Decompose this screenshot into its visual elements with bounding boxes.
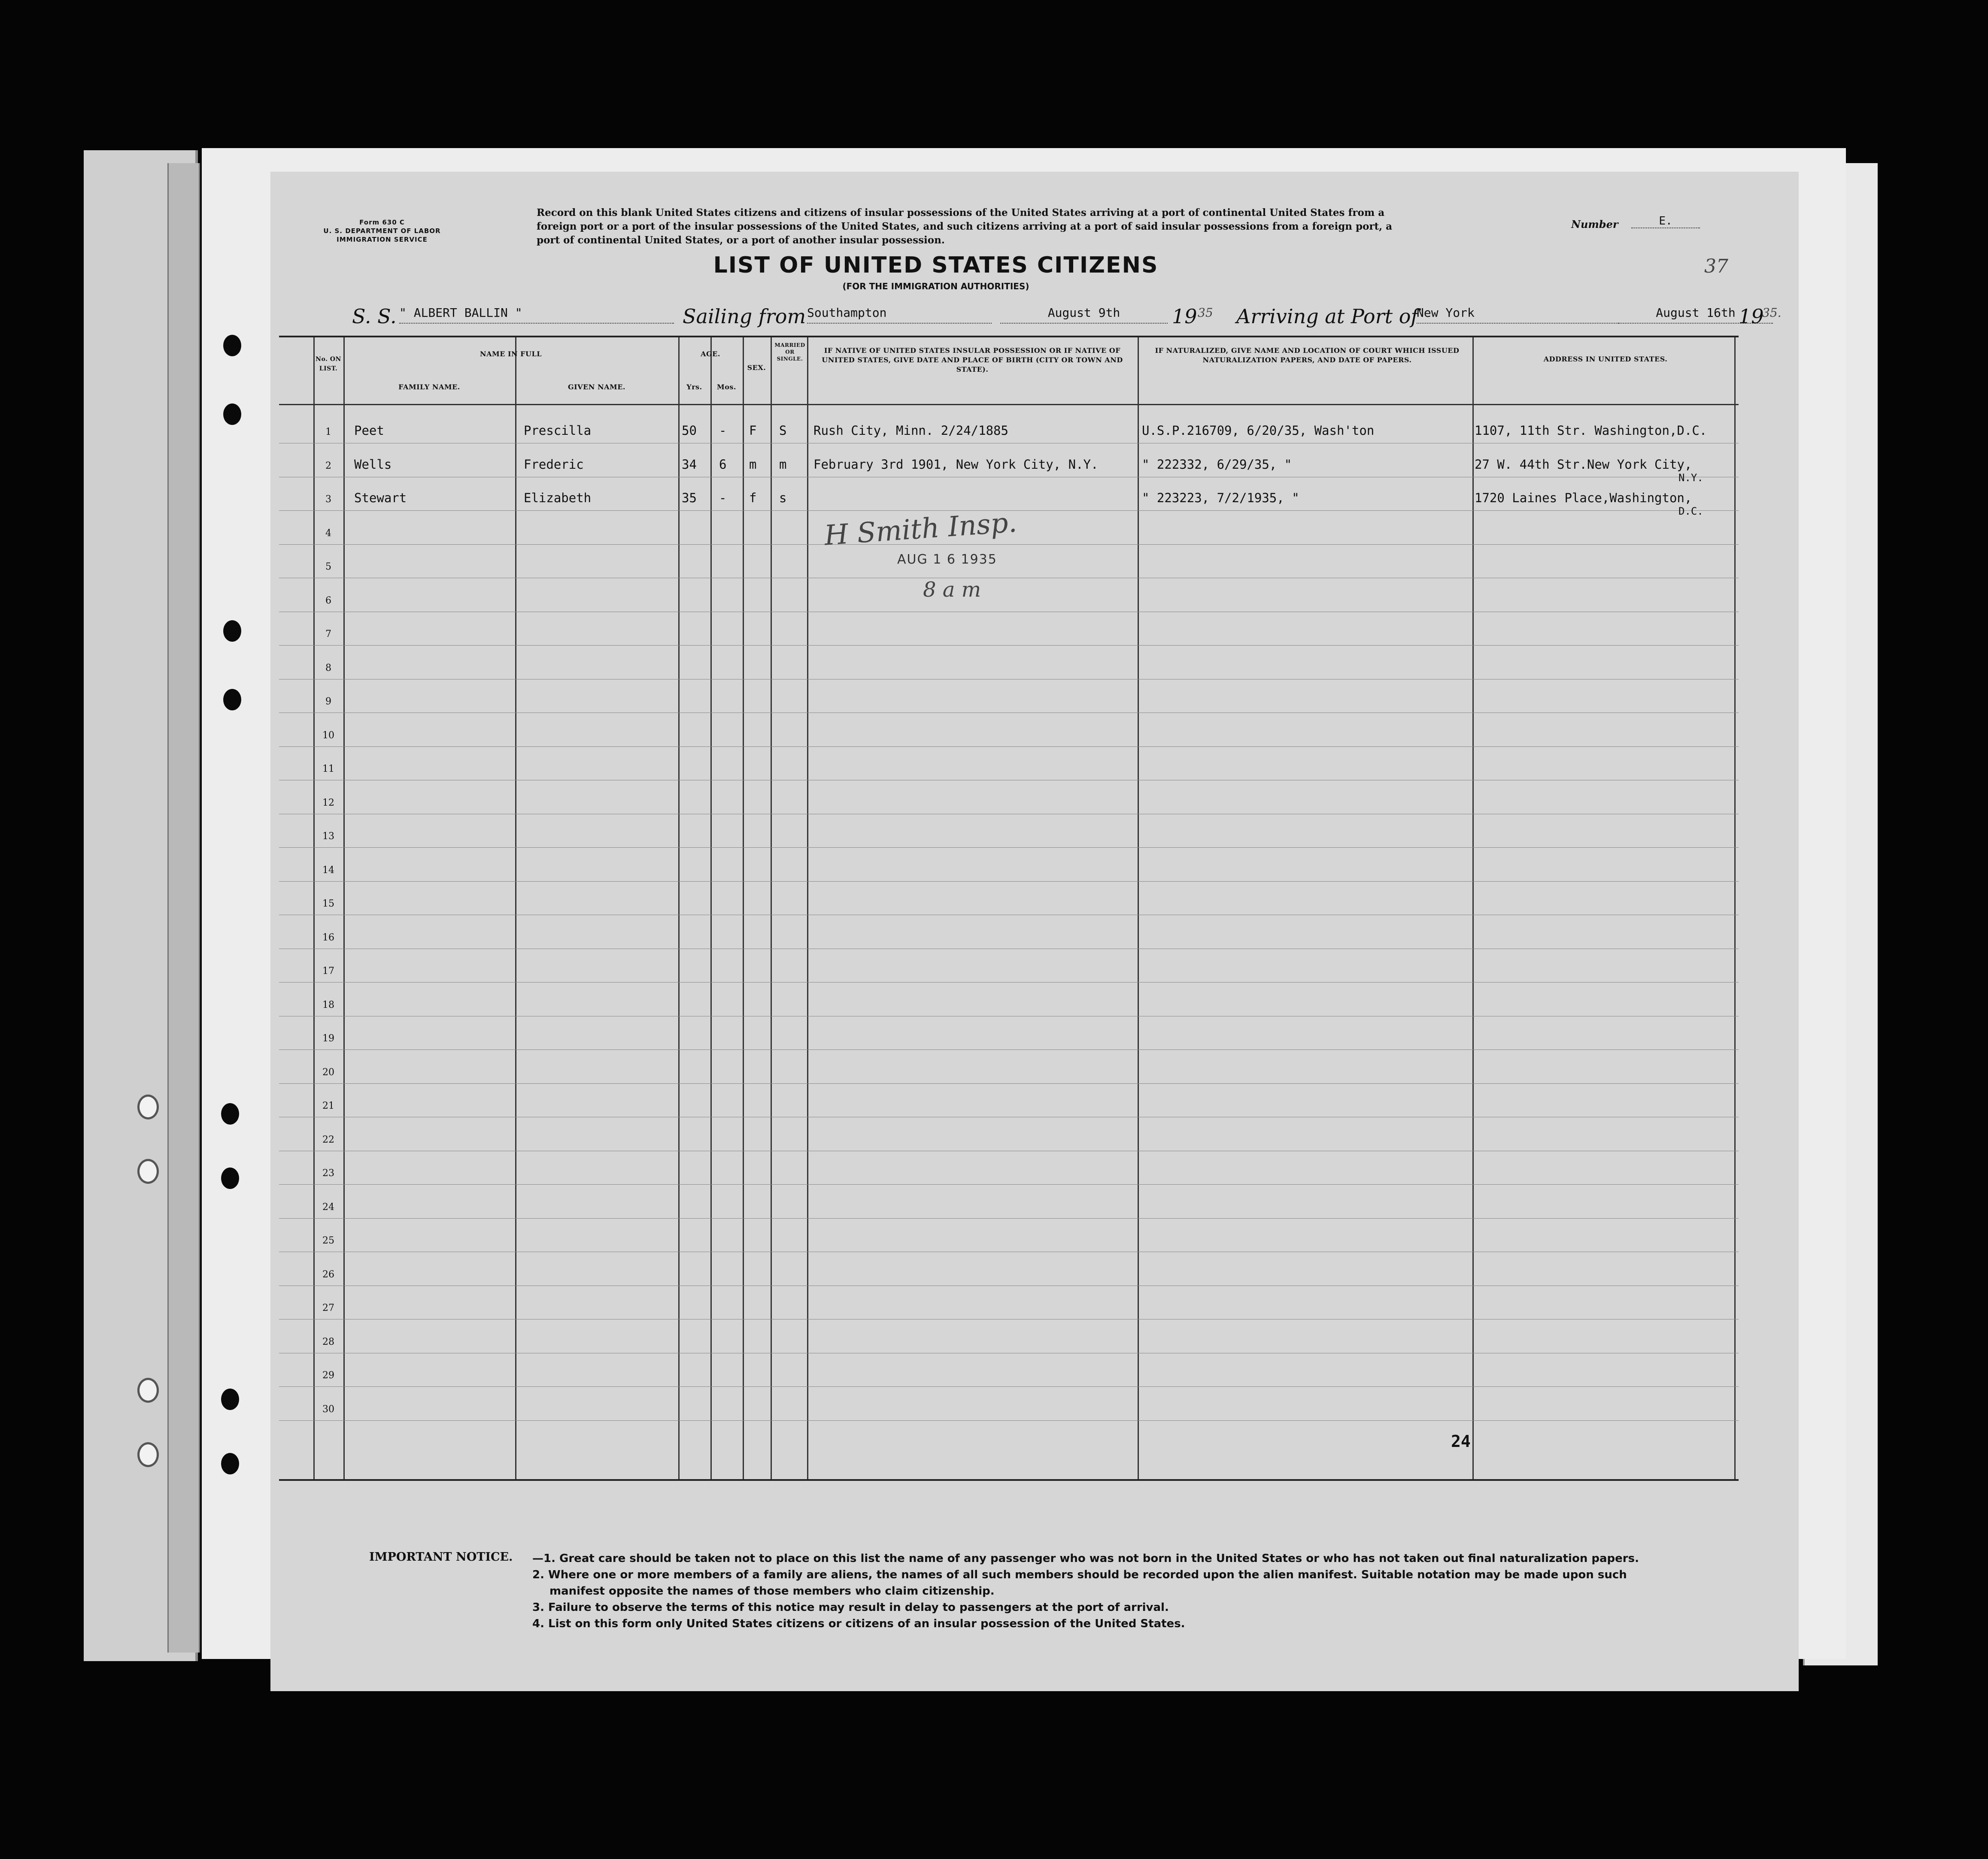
marital-status-cell: m — [779, 457, 787, 472]
header-no-on-list: No. ON LIST. — [316, 356, 341, 372]
row-number: 1 — [325, 427, 331, 437]
notice-item: 4. List on this form only United States citizens or citizens of an insular possession of the United States. — [532, 1617, 1185, 1630]
row-rule — [279, 1386, 1739, 1387]
marital-status-cell: s — [779, 491, 787, 505]
column-divider — [515, 337, 516, 1479]
marital-status-cell: S — [779, 423, 787, 438]
punch-hole — [221, 1453, 239, 1474]
header-age: AGE. — [701, 350, 720, 358]
row-number: 3 — [325, 494, 331, 505]
time-note: 8 a m — [923, 578, 981, 602]
sailing-year-suffix: 35 — [1198, 306, 1213, 320]
row-rule — [279, 1083, 1739, 1084]
age-years-cell: 35 — [682, 491, 697, 505]
address-cell-continued: D.C. — [1678, 505, 1703, 517]
header-address: ADDRESS IN UNITED STATES. — [1543, 355, 1668, 363]
column-divider — [710, 337, 712, 1479]
row-number: 12 — [322, 797, 334, 808]
row-number: 6 — [325, 595, 331, 606]
family-name-cell: Wells — [354, 457, 392, 472]
binder-ring — [137, 1442, 159, 1467]
header-married-single: MARRIED OR SINGLE. — [774, 342, 805, 362]
binder-ring — [137, 1378, 159, 1403]
instruction-line: Record on this blank United States citizens and citizens of insular possessions of the United States arriving at a port of continental United States from a — [537, 207, 1385, 218]
binder-ring — [137, 1095, 159, 1119]
row-number: 15 — [322, 898, 334, 909]
arriving-port: New York — [1417, 306, 1618, 324]
column-divider — [743, 337, 744, 1479]
row-rule — [279, 1420, 1739, 1421]
notice-heading: IMPORTANT NOTICE. — [369, 1550, 513, 1564]
punch-hole — [221, 1389, 239, 1410]
row-number: 29 — [322, 1370, 334, 1381]
header-sex: SEX. — [747, 364, 766, 372]
address-cell: 1720 Laines Place,Washington, — [1475, 491, 1692, 505]
row-number: 21 — [322, 1101, 334, 1111]
notice-item: manifest opposite the names of those members who claim citizenship. — [549, 1585, 995, 1598]
row-number: 19 — [322, 1033, 334, 1044]
row-number: 2 — [325, 460, 331, 471]
row-number: 26 — [322, 1269, 334, 1280]
address-cell: 27 W. 44th Str.New York City, — [1475, 457, 1692, 472]
instruction-line: port of continental United States, or a port of another insular possession. — [537, 234, 945, 246]
given-name-cell: Frederic — [524, 457, 584, 472]
age-months-cell: - — [719, 491, 727, 505]
row-rule — [279, 881, 1739, 882]
given-name-cell: Prescilla — [524, 423, 592, 438]
punch-hole — [221, 1168, 239, 1189]
row-number: 22 — [322, 1134, 334, 1145]
birth-place-cell: Rush City, Minn. 2/24/1885 — [813, 423, 1008, 438]
address-cell-continued: N.Y. — [1678, 471, 1703, 484]
age-months-cell: - — [719, 423, 727, 438]
age-months-cell: 6 — [719, 457, 727, 472]
age-years-cell: 34 — [682, 457, 697, 472]
sex-cell: f — [749, 491, 757, 505]
column-divider — [1472, 337, 1474, 1479]
row-rule — [279, 982, 1739, 983]
column-divider — [1138, 337, 1139, 1479]
row-rule — [279, 1184, 1739, 1185]
arrival-stamp: AUG 1 6 1935 — [897, 552, 997, 567]
header-yrs: Yrs. — [686, 383, 702, 391]
service-name: IMMIGRATION SERVICE — [337, 236, 428, 243]
notice-item: —1. Great care should be taken not to place on this list the name of any passenger who was not born in the United States or who has not taken out final naturalization papers. — [532, 1552, 1639, 1565]
birth-place-cell: February 3rd 1901, New York City, N.Y. — [813, 457, 1099, 472]
punch-hole — [223, 403, 241, 425]
header-family-name: FAMILY NAME. — [398, 383, 460, 391]
binder-strip — [167, 163, 200, 1653]
row-number: 23 — [322, 1168, 334, 1179]
column-divider — [771, 337, 772, 1479]
header-mos: Mos. — [717, 383, 736, 391]
sailing-port: Southampton — [807, 306, 992, 324]
sailing-label: Sailing from — [683, 305, 806, 328]
row-number: 13 — [322, 831, 334, 842]
arriving-year: 19 — [1739, 305, 1764, 328]
row-number: 30 — [322, 1404, 334, 1415]
sailing-year: 19 — [1172, 305, 1197, 328]
row-number: 17 — [322, 966, 334, 977]
address-cell: 1107, 11th Str. Washington,D.C. — [1475, 423, 1707, 438]
column-divider — [343, 337, 345, 1479]
arriving-label: Arriving at Port of — [1236, 305, 1418, 328]
citizens-list-form — [270, 172, 1799, 1691]
notice-item: 3. Failure to observe the terms of this notice may result in delay to passengers at the port of arrival. — [532, 1601, 1169, 1614]
row-number: 24 — [322, 1201, 334, 1213]
row-number: 7 — [325, 629, 331, 640]
punch-hole — [223, 689, 241, 710]
row-number: 18 — [322, 999, 334, 1010]
binder-ring — [137, 1159, 159, 1184]
column-divider — [1734, 337, 1736, 1479]
row-number: 8 — [325, 662, 331, 673]
number-value: E. — [1631, 215, 1700, 228]
form-number: Form 630 C — [359, 218, 405, 226]
important-notice — [369, 1550, 1743, 1632]
punch-hole — [221, 1103, 239, 1125]
number-label: Number — [1571, 218, 1618, 230]
arriving-year-suffix: 35. — [1762, 306, 1782, 320]
row-rule — [279, 645, 1739, 646]
form-instructions — [537, 206, 1541, 247]
row-number: 27 — [322, 1303, 334, 1313]
page-number: 37 — [1704, 255, 1728, 277]
sailing-date: August 9th — [1000, 306, 1168, 324]
family-name-cell: Peet — [354, 423, 384, 438]
row-number: 20 — [322, 1067, 334, 1078]
column-divider — [807, 337, 808, 1479]
row-rule — [279, 1218, 1739, 1219]
ship-name: " ALBERT BALLIN " — [399, 306, 674, 324]
instruction-line: foreign port or a port of the insular possessions of the United States, and such citizens arriving at a port of said insular possessions from a foreign port, a — [537, 221, 1393, 232]
inspector-signature: H Smith Insp. — [823, 506, 1018, 552]
sex-cell: m — [749, 457, 757, 472]
given-name-cell: Elizabeth — [524, 491, 592, 505]
header-divider — [279, 404, 1739, 405]
form-identifier — [309, 218, 455, 244]
row-number: 5 — [325, 561, 331, 572]
row-number: 4 — [325, 528, 331, 539]
row-rule — [279, 544, 1739, 545]
sex-cell: F — [749, 423, 757, 438]
naturalization-cell: " 223223, 7/2/1935, " — [1142, 491, 1299, 505]
arriving-date: August 16th — [1618, 306, 1773, 324]
header-given-name: GIVEN NAME. — [568, 383, 625, 391]
row-rule — [279, 847, 1739, 848]
page-subtitle: (FOR THE IMMIGRATION AUTHORITIES) — [842, 281, 1029, 291]
row-number: 10 — [322, 730, 334, 741]
row-number: 14 — [322, 864, 334, 876]
row-number: 9 — [325, 696, 331, 707]
passenger-table — [279, 336, 1739, 1481]
row-rule — [279, 1049, 1739, 1050]
naturalization-cell: " 222332, 6/29/35, " — [1142, 457, 1292, 472]
naturalization-cell: U.S.P.216709, 6/20/35, Wash'ton — [1142, 423, 1375, 438]
row-number: 11 — [322, 764, 334, 774]
row-number: 16 — [322, 932, 334, 943]
notice-item: 2. Where one or more members of a family are aliens, the names of all such members should be recorded upon the alien manifest. Suitable notation may be made upon such — [532, 1568, 1627, 1581]
passenger-tally: 24 — [1451, 1432, 1471, 1451]
age-years-cell: 50 — [682, 423, 697, 438]
page-title: LIST OF UNITED STATES CITIZENS — [713, 252, 1159, 278]
department-name: U. S. DEPARTMENT OF LABOR — [323, 227, 441, 235]
row-number: 28 — [322, 1336, 334, 1347]
header-name-in-full: NAME IN FULL — [480, 350, 542, 358]
row-number: 25 — [322, 1235, 334, 1246]
ship-label: S. S. — [352, 305, 397, 328]
header-naturalized: IF NATURALIZED, GIVE NAME AND LOCATION OF COURT WHICH ISSUED NATURALIZATION PAPERS, AND DATE OF PAPERS. — [1155, 346, 1460, 364]
family-name-cell: Stewart — [354, 491, 407, 505]
punch-hole — [223, 620, 241, 642]
punch-hole — [223, 335, 241, 356]
header-birth: IF NATIVE OF UNITED STATES INSULAR POSSESSION OR IF NATIVE OF UNITED STATES, GIVE DATE AND PLACE OF BIRTH (CITY OR TOWN AND STATE). — [822, 346, 1123, 373]
column-divider — [678, 337, 680, 1479]
row-rule — [279, 746, 1739, 747]
